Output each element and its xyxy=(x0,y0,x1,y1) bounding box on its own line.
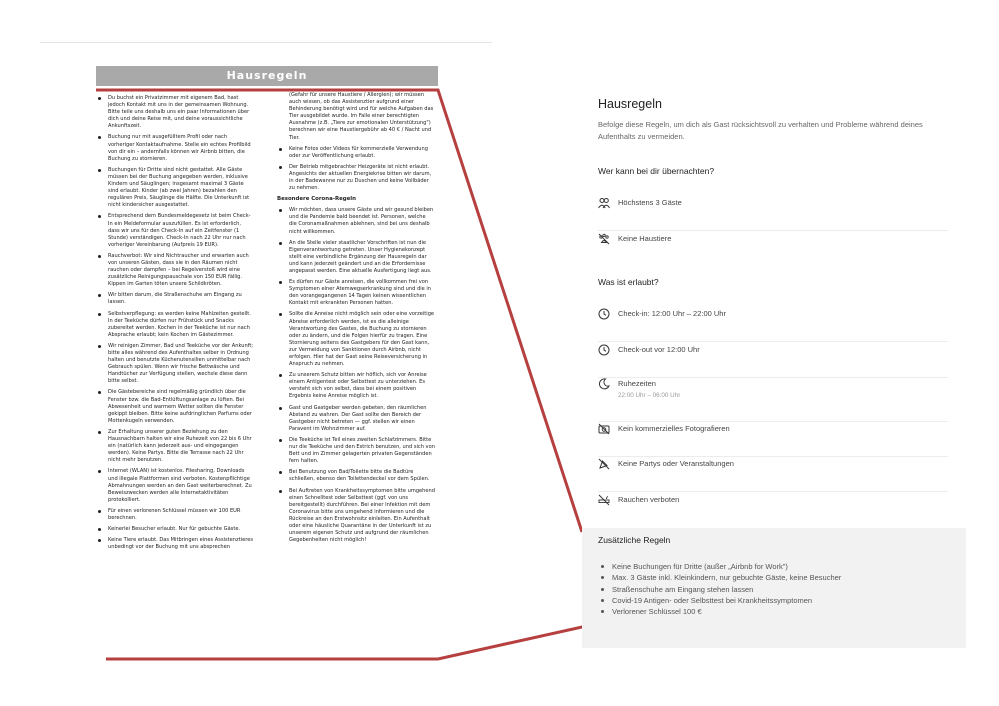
max-guests-label: Höchstens 3 Gäste xyxy=(618,198,682,207)
rule-item: Die Gästebereiche sind regelmäßig gründlich über die Fenster bzw. die Bad-Entlüftungsanlage zu lüften. Bei Abwesenheit und warmem Wetter sollten die Fenster gekippt bleiben. Bitte keine aufdringlichen Parfums oder Mottenkugeln verwenden. xyxy=(96,389,254,424)
additional-rule-item: Max. 3 Gäste inkl. Kleinkindern, nur gebuchte Gäste, keine Besucher xyxy=(598,572,958,583)
additional-rule-item: Covid-19 Antigen- oder Selbsttest bei Krankheitssymptomen xyxy=(598,595,958,606)
additional-rules-heading: Zusätzliche Regeln xyxy=(598,535,671,545)
rule-item: Rauchverbot: Wir sind Nichtraucher und erwarten auch von unseren Gästen, dass sie in den Räumen nicht rauchen oder dampfen – bei Regelverstoß wird eine zusätzliche Reinigungspauschale von 150 EUR fällig. Kippen im Garten töten unsere Schildkröten. xyxy=(96,253,254,288)
rule-item: Buchung nur mit ausgefülltem Profil oder nach vorheriger Kontaktaufnahme. Stelle ein echtes Profilbild von dir ein – andernfalls können wir Airbnb bitten, die Buchung zu stornieren. xyxy=(96,134,254,162)
rule-item: Keine Fotos oder Videos für kommerzielle Verwendung oder zur Veröffentlichung erlaubt. xyxy=(277,146,435,160)
rule-item: Du buchst ein Privatzimmer mit eigenem Bad, hast jedoch Kontakt mit uns in der gemeinsamen Wohnung. Bitte teile uns deshalb uns ein paar Informationen über dich und deine Reise mit, und deine voraussichtliche Ankunftszeit. xyxy=(96,95,254,130)
quiet-hours-time: 22:00 Uhr – 06:00 Uhr xyxy=(618,392,681,399)
additional-rule-item: Keine Buchungen für Dritte (außer „Airbnb for Work") xyxy=(598,561,958,572)
allowed-heading: Was ist erlaubt? xyxy=(598,277,659,287)
no-photo-label: Kein kommerzielles Fotografieren xyxy=(618,424,730,433)
no-pets-label: Keine Haustiere xyxy=(618,234,672,243)
no-party-label: Keine Partys oder Veranstaltungen xyxy=(618,459,734,468)
corona-rule-item: Die Teeküche ist Teil eines zweiten Schlafzimmers. Bitte nur die Teeküche und den Estrich benutzen, und sich von Bett und im Zimmer gelagerten privaten Gegenständen fern halten. xyxy=(277,437,435,465)
rule-item: Keine Tiere erlaubt. Das Mitbringen eines Assistenztieres unbedingt vor der Buchung mit uns absprechen xyxy=(96,537,254,551)
rule-item: Selbstverpflegung: es werden keine Mahlzeiten gestellt. In der Teeküche dürfen nur Frühstück und Snacks zubereitet werden. Kochen in der Teeküche ist nur nach Absprache erlaubt; kein Kochen im Gästezimmer. xyxy=(96,311,254,339)
corona-rule-item: Sollte die Anreise nicht möglich sein oder eine vorzeitige Abreise erforderlich werden, ist es die alleinige Verantwortung des Gastes, die Buchung zu stornieren oder zu ändern, und die Folgen hierfür zu tragen. Eine Stornierung seitens des Gastgebers für den Gast kann, zur Vermeidung von Sanktionen durch Airbnb, nicht erfolgen. Hier hat der Gast seine Reiseversicherung in Anspruch zu nehmen. xyxy=(277,311,435,368)
web-intro-text: Befolge diese Regeln, um dich als Gast rücksichtsvoll zu verhalten und Probleme während deines Aufenthalts zu vermeiden. xyxy=(598,120,923,141)
guests-icon xyxy=(598,197,610,209)
corona-rules-heading: Besondere Corona-Regeln xyxy=(277,196,356,203)
no-pets-icon xyxy=(598,233,610,245)
additional-rules-list xyxy=(598,561,958,617)
no-party-row xyxy=(598,458,948,492)
web-rules-main xyxy=(582,82,966,528)
additional-rule-item: Straßenschuhe am Eingang stehen lassen xyxy=(598,584,958,595)
additional-rules-section xyxy=(582,528,966,648)
no-smoking-label: Rauchen verboten xyxy=(618,495,680,504)
clock-icon xyxy=(598,344,610,356)
document-left-column xyxy=(96,95,254,555)
overnight-heading: Wer kann bei dir übernachten? xyxy=(598,166,715,176)
no-smoking-row xyxy=(598,494,948,528)
rule-item: Wir bitten darum, die Straßenschuhe am Eingang zu lassen. xyxy=(96,292,254,306)
corona-rule-item: An die Stelle vieler staatlicher Vorschriften ist nun die Eigenverantwortung getreten. Unser Hygienekonzept stellt eine verbindliche Ergänzung der Hausregeln dar und kann jederzeit geändert und an die Erfordernisse angepasst werden. Eine aktuelle Ausfertigung liegt aus. xyxy=(277,240,435,275)
quiet-hours-row xyxy=(598,378,948,422)
checkout-row xyxy=(598,344,948,378)
rule-item: Der Betrieb mitgebrachter Heizgeräte ist nicht erlaubt. Angesichts der aktuellen Energiekrise bitten wir darum, in der Badewanne nur zu Duschen und keine Vollbäder zu nehmen. xyxy=(277,164,435,192)
clock-icon xyxy=(598,308,610,320)
corona-rule-item: Bei Benutzung von Bad/Toilette bitte die Badtüre schließen, ebenso den Toilettendeckel vor dem Spülen. xyxy=(277,469,435,483)
moon-icon xyxy=(598,378,610,390)
rule-item: Internet (WLAN) ist kostenlos. Filesharing, Downloads und illegale Plattformen sind verboten. Kostenpflichtige Abmahnungen werden an den Gast weiterberechnet. Zu Beweiszwecken werden alle Internetaktivitäten protokolliert. xyxy=(96,468,254,503)
checkin-label: Check-in: 12:00 Uhr – 22:00 Uhr xyxy=(618,309,726,318)
house-rules-document xyxy=(40,42,492,662)
document-left-list xyxy=(96,95,254,551)
document-right-column xyxy=(277,92,436,548)
web-house-rules-panel xyxy=(582,82,966,662)
document-title: Hausregeln xyxy=(96,66,438,86)
no-pets-row xyxy=(598,233,948,267)
rule-item-continuation: (Gefahr für unsere Haustiere / Allergien); wir müssen auch wissen, ob das Assistenztier aufgrund einer Behinderung benötigt wird und für welche Aufgaben das Tier ausgebildet wurde. Im Falle einer berechtigten Ausnahme (z.B. „Tiere zur emotionalen Unterstützung") berechnen wir eine Haustiergebühr ab 40 € / Nacht und Tier. xyxy=(289,92,434,141)
rule-item: Keinerlei Besucher erlaubt. Nur für gebuchte Gäste. xyxy=(96,526,254,533)
corona-rule-item: Gast und Gastgeber werden gebeten, den räumlichen Abstand zu wahren. Der Gast sollte den Bereich der Gastgeber nicht betreten — ggf. stellen wir einen Paravent im Wohnzimmer auf. xyxy=(277,405,435,433)
rule-item: Wir reinigen Zimmer, Bad und Teeküche vor der Ankunft; bitte alles während des Aufenthaltes selber in Ordnung halten und benutzte Küchenutensilien unmittelbar nach Gebrauch spülen. Wenn wir frische Bettwäsche und Handtücher zur Verfügung stellen, wechsle diese dann bitte selbst. xyxy=(96,343,254,386)
no-photo-row xyxy=(598,423,948,457)
checkin-row xyxy=(598,308,948,342)
web-page-title: Hausregeln xyxy=(598,97,662,111)
no-party-icon xyxy=(598,458,610,470)
rule-item: Zur Erhaltung unserer guten Beziehung zu den Hausnachbarn halten wir eine Ruhezeit von 22 bis 6 Uhr ein (natürlich kann jederzeit aus- und eingegangen werden). Keine Partys. Bitte die Terrasse nach 22 Uhr nicht mehr benutzen. xyxy=(96,429,254,464)
rule-item: Buchungen für Dritte sind nicht gestattet. Alle Gäste müssen bei der Buchung angegeben werden, inklusive Kindern und Säuglingen; insgesamt maximal 3 Gäste sind erlaubt. Kinder (ab zwei Jahren) bezahlen den regulären Preis, Säuglinge die Hälfte. Die Unterkunft ist nicht kindersicher ausgestattet. xyxy=(96,167,254,210)
no-camera-icon xyxy=(598,423,610,435)
corona-rules-list xyxy=(277,207,435,544)
checkout-label: Check-out vor 12:00 Uhr xyxy=(618,345,700,354)
corona-rule-item: Es dürfen nur Gäste anreisen, die vollkommen frei von Symptomen einer Atemwegserkrankung sind und die in den vorangegangenen 14 Tagen keinen wissentlichen Kontakt mit erkrankten Personen hatten. xyxy=(277,279,435,307)
document-right-list xyxy=(277,92,435,192)
corona-rule-item: Zu unserem Schutz bitten wir höflich, sich vor Anreise einem Antigentest oder Selbsttest zu unterziehen. Es versteht sich von selbst, dass bei einem positiven Ergebnis keine Anreise möglich ist. xyxy=(277,372,435,400)
corona-rule-item: Bei Auftreten von Krankheitssymptomen bitte umgehend einen Schnelltest oder Selbsttest (ggf. von uns bereitgestellt) durchführen. Bei einer Infektion mit dem Coronavirus bitte uns umgehend informieren und die Rückreise an den Erstwohnsitz einleiten. Ein Aufenthalt oder eine häusliche Quarantäne in der Unterkunft ist zu unserem eigenen Schutz und aufgrund der räumlichen Gegebenheiten nicht möglich! xyxy=(277,488,435,545)
max-guests-row xyxy=(598,197,948,231)
quiet-hours-label: Ruhezeiten xyxy=(618,379,656,388)
no-smoking-icon xyxy=(598,494,610,506)
rule-item: Entsprechend dem Bundesmeldegesetz ist beim Check-In ein Meldeformular auszufüllen. Es ist erforderlich, dass wir uns für den Check-In auf ein Zeitfenster (1 Stunde) verständigen. Check-In nach 22 Uhr nur nach vorheriger Vereinbarung (Aufpreis 19 EUR). xyxy=(96,213,254,248)
document-columns xyxy=(96,92,438,662)
corona-rule-item: Wir möchten, dass unsere Gäste und wir gesund bleiben und die Pandemie bald beendet ist. Personen, welche die Coronamaßnahmen ablehnen, sind bei uns deshalb nicht willkommen. xyxy=(277,207,435,235)
rule-item: Für einen verlorenen Schlüssel müssen wir 100 EUR berechnen. xyxy=(96,508,254,522)
additional-rule-item: Verlorener Schlüssel 100 € xyxy=(598,606,958,617)
